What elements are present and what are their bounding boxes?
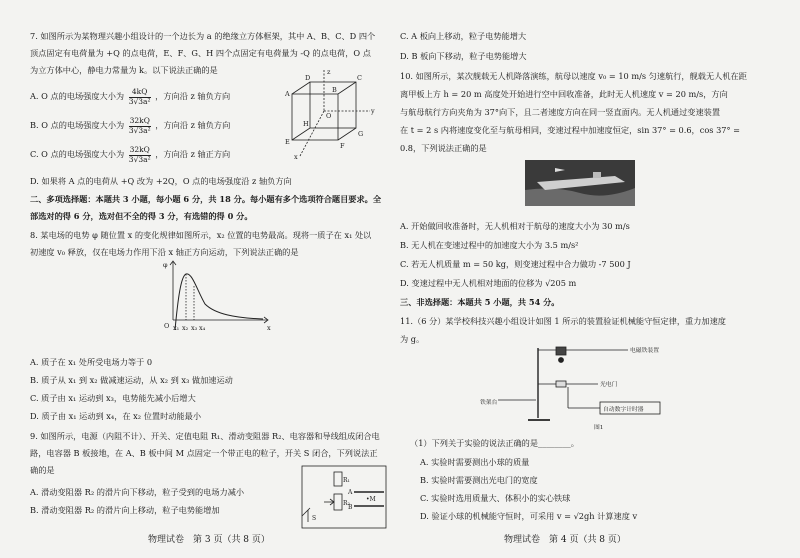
particle-m-label: •M [366, 496, 376, 503]
vertex-g: G [358, 130, 364, 138]
q7-option-c-den: 3√3a² [128, 154, 151, 164]
q7-stem-3: 为立方体中心，静电力常量为 k。以下说法正确的是 [30, 65, 218, 75]
carrier-photo-art [525, 160, 635, 206]
left-footer: 物理试卷 第 3 页（共 8 页） [148, 535, 270, 545]
q7-option-c-dir: ，方向沿 z 轴正方向 [155, 149, 231, 160]
section-2-heading-1: 二、多项选择题：本题共 3 小题，每小题 6 分，共 18 分。每小题有多个选项符合题目要求。全 [30, 194, 382, 204]
q7-option-b-num: 32kQ [129, 116, 150, 125]
q8-stem-2: 初速度 v₀ 释放，仅在电场力作用下沿 x 轴正方向运动，下列说法正确的是 [30, 247, 299, 257]
vertex-e: E [285, 138, 290, 146]
q10-stem-2: 离甲板上方 h = 20 m 高度处开始进行空中回收准备，此时无人机速度 v = 20 m/s，方向 [400, 89, 728, 99]
potential-curve [175, 274, 263, 330]
phi-label: φ [163, 261, 168, 269]
r2-label: R₂ [343, 500, 350, 507]
q10-option-a: A. 开始做回收准备时，无人机相对于航母的速度大小为 30 m/s [400, 221, 630, 231]
q11-sub-1: （1）下列关于实验的说法正确的是________。 [410, 438, 579, 448]
q9-option-b: B. 滑动变阻器 R₂ 的滑片向上移动，粒子电势能增加 [30, 505, 220, 515]
q7-option-c [30, 146, 230, 164]
q7-option-b-den: 3√3a² [128, 125, 151, 135]
circuit-figure [298, 462, 390, 532]
cube-figure [270, 66, 380, 161]
rheostat-r2 [334, 494, 342, 510]
vertex-h: H [303, 120, 309, 128]
left-page [30, 0, 400, 558]
q7-option-a [30, 88, 230, 106]
q7-option-a-num: 4kQ [129, 88, 151, 98]
ball [559, 358, 564, 363]
x3-label: x₃ [191, 324, 198, 332]
q7-option-d: D. 如果将 A 点的电荷从 +Q 改为 +2Q，O 点的电场强度沿 z 轴负方向 [30, 176, 292, 186]
x-axis [300, 111, 324, 156]
q8-option-a: A. 质子在 x₁ 处所受电场力等于 0 [30, 357, 153, 367]
switch-lever [302, 508, 310, 516]
y-label: y [371, 107, 375, 115]
q7-option-a-den: 3√3a² [128, 96, 151, 106]
r1-label: R₁ [343, 477, 350, 484]
resistor-r1 [334, 472, 342, 486]
q9-option-a: A. 滑动变阻器 R₂ 的滑片向下移动，粒子受到的电场力减小 [30, 487, 245, 497]
q11-stem-1: 11.（6 分）某学校科技兴趣小组设计如图 1 所示的装置验证机械能守恒定律，重力加速度 [400, 316, 726, 326]
q11-option-a: A. 实验时需要测出小球的质量 [420, 457, 530, 467]
vertex-a: A [285, 90, 290, 98]
x2-label: x₂ [182, 324, 189, 332]
q8-option-d: D. 质子由 x₁ 运动到 x₄，在 x₂ 位置时动能最小 [30, 411, 202, 421]
carrier-photo [525, 160, 635, 206]
q9-stem-3: 确的是 [30, 465, 55, 475]
q10-option-b: B. 无人机在变速过程中的加速度大小为 3.5 m/s² [400, 240, 579, 250]
photogate-label: 光电门 [600, 382, 618, 388]
q7-option-b-text: B. O 点的电场强度大小为 [30, 120, 125, 131]
timer-label: 自动数字计时器 [603, 407, 644, 413]
apparatus-figure [478, 342, 728, 432]
right-page [400, 0, 770, 558]
plate-b-label: B [348, 504, 353, 511]
q11-option-b: B. 实验时需要测出光电门的宽度 [420, 475, 538, 485]
q9-stem-1: 9. 如图所示，电源（内阻不计）、开关、定值电阻 R₁、滑动变阻器 R₂、电容器和导线组成闭合电 [30, 431, 380, 441]
q7-option-b-dir: ，方向沿 z 轴负方向 [155, 120, 231, 131]
center-o: O [326, 112, 332, 120]
q7-option-c-num: 32kQ [129, 145, 150, 154]
q8-stem-1: 8. 某电场的电势 φ 随位置 x 的变化规律如图所示，x₂ 位置的电势最高。现将一质子在 x₁ 处以 [30, 230, 372, 240]
q7-option-a-text: A. O 点的电场强度大小为 [30, 91, 125, 102]
q7-stem-2: 顶点固定有电荷量为 +Q 的点电荷，E、F、G、H 四个点固定有电荷量为 -Q 的点电荷，O 点 [30, 48, 371, 58]
q10-option-d: D. 变速过程中无人机相对地面的位移为 √205 m [400, 278, 577, 288]
q11-option-c: C. 实验时选用质量大、体积小的实心铁球 [420, 493, 571, 503]
q8-option-b: B. 质子从 x₁ 到 x₂ 做减速运动，从 x₂ 到 x₃ 做加速运动 [30, 375, 233, 385]
q7-option-c-text: C. O 点的电场强度大小为 [30, 149, 125, 160]
q9-option-c: C. A 板向上移动，粒子电势能增大 [400, 31, 527, 41]
x-label: x [294, 153, 298, 161]
electromagnet-label: 电磁铁装置 [630, 348, 659, 354]
q11-stem-2: 为 g。 [400, 334, 425, 344]
q7-stem-1: 7. 如图所示为某物理兴趣小组设计的一个边长为 a 的绝缘立方体框架，其中 A、B、C、D 四个 [30, 31, 376, 41]
q9-stem-2: 路，电容器 B 板接地，在 A、B 板中间 M 点固定一个带正电的粒子，开关 S 闭合，下列说法正 [30, 448, 378, 458]
figure-caption: 图1 [594, 425, 604, 431]
photogate [556, 381, 566, 387]
vertex-d: D [305, 74, 311, 82]
plate-a-label: A [348, 489, 353, 496]
origin-label: O [164, 322, 170, 330]
section-2-heading-2: 部选对的得 6 分，选对但不全的得 3 分，有选错的得 0 分。 [30, 211, 253, 221]
section-3-heading: 三、非选择题：本题共 5 小题，共 54 分。 [400, 297, 560, 307]
q10-stem-4: 在 t = 2 s 内将速度变化至与航母相同，变速过程中加速度恒定，sin 37° = 0.6，cos 37° = [400, 125, 741, 135]
q11-option-d: D. 验证小球的机械能守恒时，可采用 v = √2gh 计算速度 v [420, 511, 638, 521]
potential-graph [155, 258, 275, 338]
q10-stem-1: 10. 如图所示，某次舰载无人机降落演练，航母以速度 v₀ = 10 m/s 匀速航行，舰载无人机在距 [400, 71, 747, 81]
x1-label: x₁ [173, 324, 180, 332]
vertex-f: F [340, 142, 345, 150]
q7-option-a-dir: ，方向沿 z 轴负方向 [155, 91, 231, 102]
q9-option-d: D. B 板向下移动，粒子电势能增大 [400, 51, 527, 61]
q8-option-c: C. 质子由 x₁ 运动到 x₃，电势能先减小后增大 [30, 393, 196, 403]
vertex-c: C [357, 74, 362, 82]
q10-option-c: C. 若无人机质量 m = 50 kg，则变速过程中合力做功 -7 500 J [400, 259, 631, 269]
stand-label: 铁架台 [480, 400, 498, 406]
x-axis-label: x [267, 324, 271, 332]
q10-stem-3: 与航母航行方向夹角为 37°向下，且二者速度方向在同一竖直面内。无人机通过变速装置 [400, 107, 721, 117]
electromagnet [556, 347, 566, 355]
q7-option-b [30, 117, 230, 135]
s-label: S [312, 515, 317, 522]
q10-stem-5: 0.8，下列说法正确的是 [400, 143, 487, 153]
x4-label: x₄ [199, 324, 206, 332]
vertex-b: B [332, 86, 337, 94]
right-footer: 物理试卷 第 4 页（共 8 页） [504, 535, 626, 545]
z-label: z [327, 68, 331, 76]
